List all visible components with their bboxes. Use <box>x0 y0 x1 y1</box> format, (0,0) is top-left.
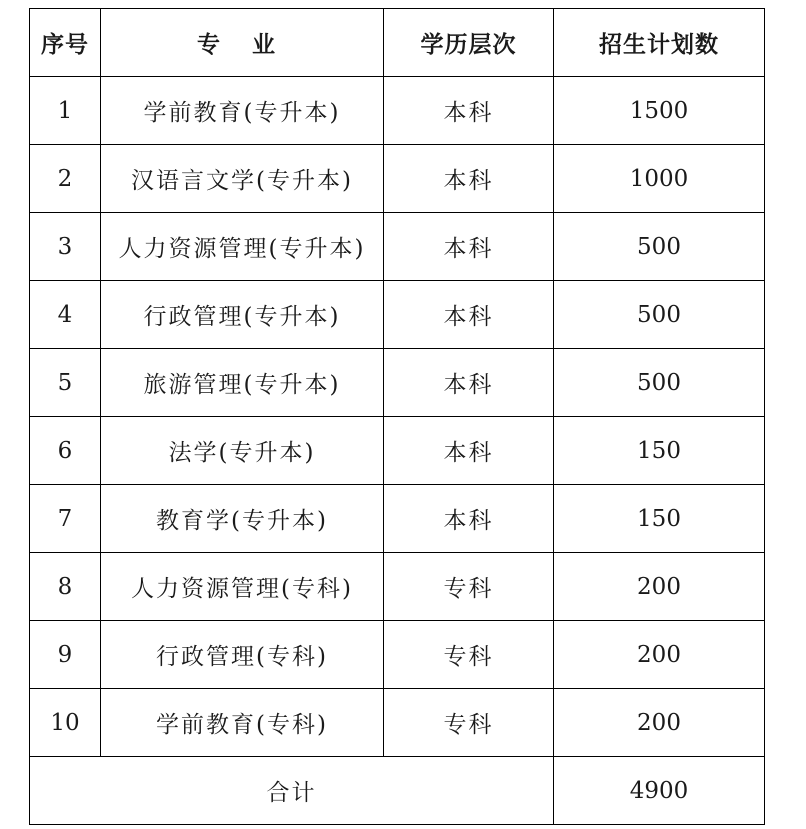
row-level: 本科 <box>384 281 554 349</box>
row-major: 行政管理(专升本) <box>101 281 384 349</box>
table-row <box>30 77 765 145</box>
row-level: 专科 <box>384 553 554 621</box>
row-index: 9 <box>30 621 101 689</box>
row-index: 2 <box>30 145 101 213</box>
row-major: 学前教育(专科) <box>101 689 384 757</box>
row-level: 本科 <box>384 213 554 281</box>
table-row <box>30 213 765 281</box>
row-index: 4 <box>30 281 101 349</box>
row-count: 200 <box>554 553 765 621</box>
row-level: 本科 <box>384 417 554 485</box>
table-row <box>30 553 765 621</box>
row-count: 200 <box>554 621 765 689</box>
total-count: 4900 <box>554 757 765 825</box>
row-index: 3 <box>30 213 101 281</box>
row-major: 旅游管理(专升本) <box>101 349 384 417</box>
table-row <box>30 689 765 757</box>
header-count: 招生计划数 <box>554 9 765 77</box>
row-index: 7 <box>30 485 101 553</box>
row-level: 专科 <box>384 621 554 689</box>
row-level: 本科 <box>384 145 554 213</box>
row-count: 150 <box>554 417 765 485</box>
header-level: 学历层次 <box>384 9 554 77</box>
table-row <box>30 621 765 689</box>
row-count: 1500 <box>554 77 765 145</box>
row-count: 200 <box>554 689 765 757</box>
header-index: 序号 <box>30 9 101 77</box>
row-major: 人力资源管理(专科) <box>101 553 384 621</box>
row-count: 500 <box>554 281 765 349</box>
row-count: 500 <box>554 349 765 417</box>
row-major: 行政管理(专科) <box>101 621 384 689</box>
row-index: 1 <box>30 77 101 145</box>
row-index: 10 <box>30 689 101 757</box>
row-count: 500 <box>554 213 765 281</box>
row-index: 6 <box>30 417 101 485</box>
row-index: 8 <box>30 553 101 621</box>
row-major: 教育学(专升本) <box>101 485 384 553</box>
table-row <box>30 417 765 485</box>
row-count: 1000 <box>554 145 765 213</box>
table-header-row <box>30 9 765 77</box>
row-major: 学前教育(专升本) <box>101 77 384 145</box>
row-index: 5 <box>30 349 101 417</box>
row-major: 汉语言文学(专升本) <box>101 145 384 213</box>
row-level: 本科 <box>384 349 554 417</box>
table-row <box>30 145 765 213</box>
table-row <box>30 349 765 417</box>
row-count: 150 <box>554 485 765 553</box>
total-row <box>30 757 765 825</box>
row-level: 本科 <box>384 77 554 145</box>
row-major: 法学(专升本) <box>101 417 384 485</box>
table-row <box>30 485 765 553</box>
row-level: 专科 <box>384 689 554 757</box>
enrollment-plan-table <box>29 8 765 825</box>
row-level: 本科 <box>384 485 554 553</box>
table-body <box>30 77 765 757</box>
row-major: 人力资源管理(专升本) <box>101 213 384 281</box>
header-major: 专 业 <box>101 9 384 77</box>
total-label: 合计 <box>30 757 554 825</box>
table-row <box>30 281 765 349</box>
